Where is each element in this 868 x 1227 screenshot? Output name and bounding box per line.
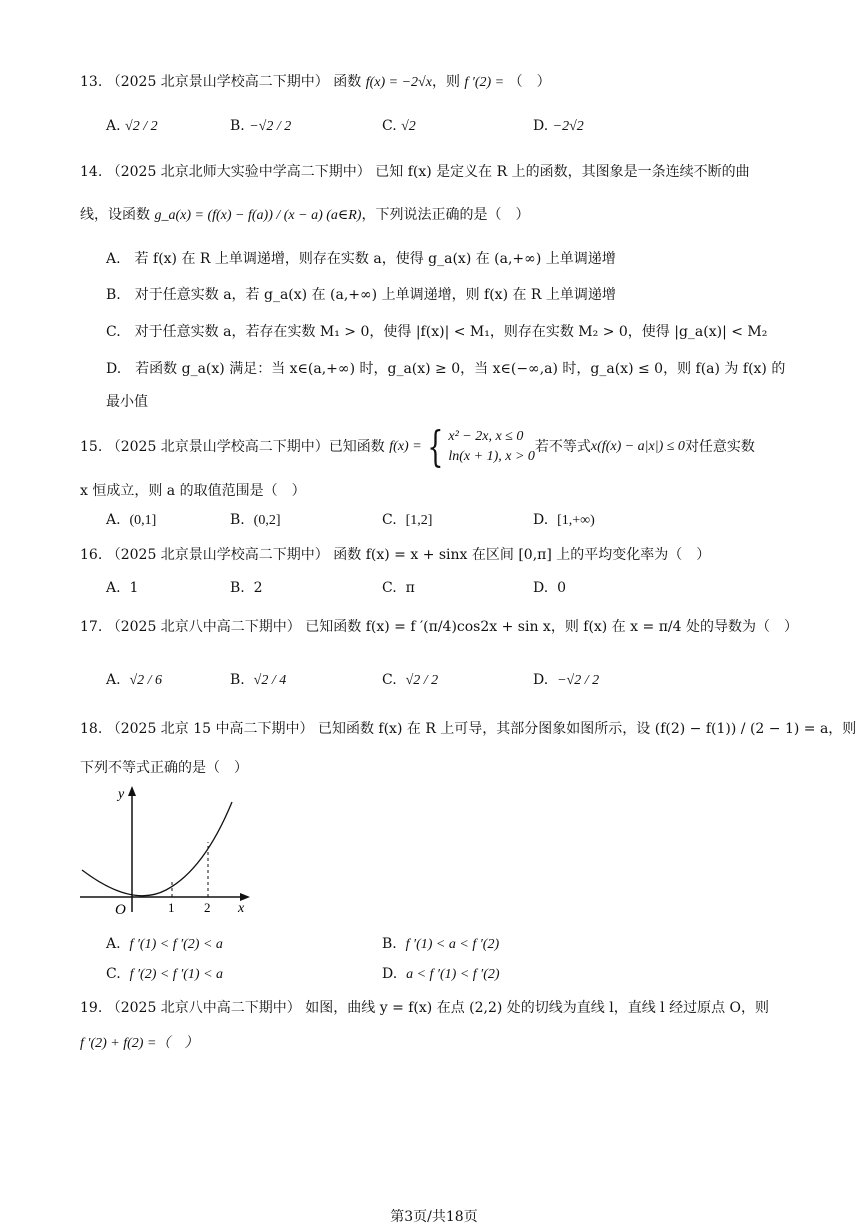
q14-option-d-cont: 最小值	[106, 394, 148, 410]
q18-option-c[interactable]: C. f ′(2) < f ′(1) < a	[106, 966, 224, 982]
tick-2: 2	[204, 900, 211, 915]
q14-option-b[interactable]: B. 对于任意实数 a，若 g_a(x) 在 (a,+∞) 上单调递增，则 f(x) 在 R 上单调递增	[106, 287, 616, 303]
question-18-line2: 下列不等式正确的是（ ）	[80, 760, 248, 776]
question-19-line2: f ′(2) + f(2) =（ ）	[80, 1036, 199, 1051]
q18-graph	[78, 784, 258, 924]
q13-option-d[interactable]: D. −2√2	[533, 118, 584, 134]
question-14: 14. （2025 北京北师大实验中学高二下期中） 已知 f(x) 是定义在 R 上的函数，其图象是一条连续不断的曲	[80, 164, 750, 180]
question-13: 13. （2025 北京景山学校高二下期中） 函数 f(x) = −2√x，则 f ′(2) = （ ）	[80, 74, 551, 90]
question-15-line2: x 恒成立，则 a 的取值范围是（ ）	[80, 483, 306, 499]
x-axis-arrow	[240, 893, 250, 901]
q13-option-b[interactable]: B. −√2 / 2	[230, 118, 292, 134]
x-label: x	[238, 901, 245, 916]
question-14-line2: 线，设函数 g_a(x) = (f(x) − f(a)) / (x − a) (a∈R)，下列说法正确的是（ ）	[80, 207, 530, 223]
piecewise: { x² − 2x, x ≤ 0 ln(x + 1), x > 0	[426, 422, 535, 471]
q15-option-b[interactable]: B. (0,2]	[230, 512, 281, 528]
question-16: 16. （2025 北京景山学校高二下期中） 函数 f(x) = x + sinx 在区间 [0,π] 上的平均变化率为（ ）	[80, 547, 711, 563]
q16-option-b[interactable]: B. 2	[230, 580, 263, 596]
page-number: 第3页/共18页	[390, 1209, 478, 1225]
q18-option-a[interactable]: A. f ′(1) < f ′(2) < a	[106, 936, 223, 952]
q13-option-c[interactable]: C. √2	[382, 118, 416, 134]
q17-option-a[interactable]: A. √2 / 6	[106, 672, 163, 688]
question-15: 15. （2025 北京景山学校高二下期中） 已知函数 f(x) = { x² − 2x, x ≤ 0 ln(x + 1), x > 0 若不等式 x(f(x) − a|x|) ≤ 0 对任意实数	[80, 422, 755, 471]
q17-option-b[interactable]: B. √2 / 4	[230, 672, 287, 688]
y-axis-arrow	[128, 786, 136, 796]
q18-option-d[interactable]: D. a < f ′(1) < f ′(2)	[382, 966, 500, 982]
q15-option-c[interactable]: C. [1,2]	[382, 512, 433, 528]
q17-option-c[interactable]: C. √2 / 2	[382, 672, 439, 688]
q14-option-a[interactable]: A. 若 f(x) 在 R 上单调递增，则存在实数 a，使得 g_a(x) 在 (a,+∞) 上单调递增	[106, 251, 616, 267]
q15-option-a[interactable]: A. (0,1]	[106, 512, 157, 528]
question-18: 18. （2025 北京 15 中高二下期中） 已知函数 f(x) 在 R 上可导，其部分图象如图所示，设 (f(2) − f(1)) / (2 − 1) = a，则	[80, 721, 857, 737]
q16-option-c[interactable]: C. π	[382, 580, 415, 596]
q17-option-d[interactable]: D. −√2 / 2	[533, 672, 600, 688]
y-label: y	[118, 787, 125, 802]
q16-option-a[interactable]: A. 1	[106, 580, 139, 596]
q15-option-d[interactable]: D. [1,+∞)	[533, 512, 595, 528]
q18-option-b[interactable]: B. f ′(1) < a < f ′(2)	[382, 936, 500, 952]
q14-option-d[interactable]: D. 若函数 g_a(x) 满足：当 x∈(a,+∞) 时，g_a(x) ≥ 0，当 x∈(−∞,a) 时，g_a(x) ≤ 0，则 f(a) 为 f(x) 的	[106, 361, 786, 377]
q13-option-a[interactable]: A. √2 / 2	[106, 118, 158, 134]
q14-option-c[interactable]: C. 对于任意实数 a，若存在实数 M₁ > 0，使得 |f(x)| < M₁，则存在实数 M₂ > 0，使得 |g_a(x)| < M₂	[106, 324, 768, 340]
q16-option-d[interactable]: D. 0	[533, 580, 567, 596]
question-17: 17. （2025 北京八中高二下期中） 已知函数 f(x) = f ′(π/4)cos2x + sin x，则 f(x) 在 x = π/4 处的导数为（ ）	[80, 619, 798, 635]
curve	[82, 802, 232, 896]
tick-1: 1	[168, 900, 175, 915]
question-19: 19. （2025 北京八中高二下期中） 如图，曲线 y = f(x) 在点 (2,2) 处的切线为直线 l，直线 l 经过原点 O，则	[80, 1000, 770, 1016]
origin-label: O	[115, 902, 126, 918]
